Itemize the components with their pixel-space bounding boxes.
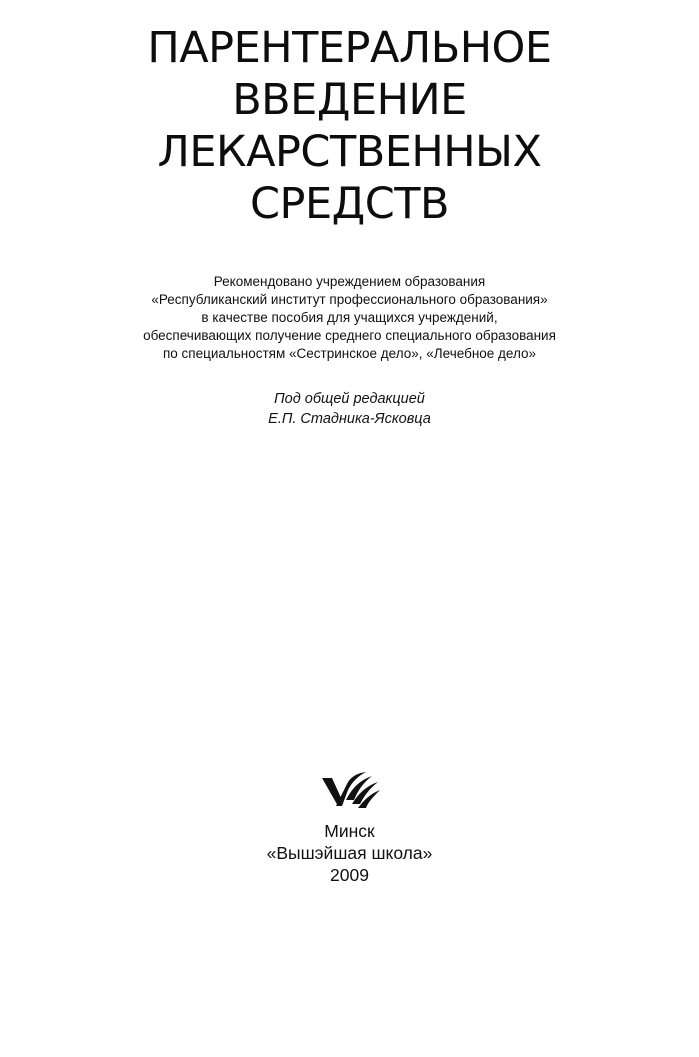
recommendation-line-1: Рекомендовано учреждением образования [213,274,486,289]
publication-year: 2009 [330,865,369,885]
recommendation-line-3: в качестве пособия для учащихся учреждений, [201,310,498,325]
publisher-name: «Вышэйшая школа» [266,843,433,863]
recommendation-line-2: «Республиканский институт профессионального образования» [151,292,548,307]
recommendation-text [0,273,699,363]
recommendation-line-5: по специальностям «Сестринское дело», «Лечебное дело» [162,346,537,361]
editor-label: Под общей редакцией [274,391,425,407]
recommendation-line-4: обеспечивающих получение среднего специального образования [143,328,556,343]
editor-credit [0,389,699,429]
title-line-1: ПАРЕНТЕРАЛЬНОЕ [147,23,552,73]
title-line-4: СРЕДСТВ [249,179,449,229]
publisher-logo-icon [318,770,382,810]
title-line-3: ЛЕКАРСТВЕННЫХ [157,127,542,177]
title-line-2: ВВЕДЕНИЕ [232,75,467,125]
editor-name: Е.П. Стадника-Ясковца [268,411,431,427]
publisher-city: Минск [324,821,375,841]
publisher-imprint [0,820,699,886]
book-title [0,22,699,230]
